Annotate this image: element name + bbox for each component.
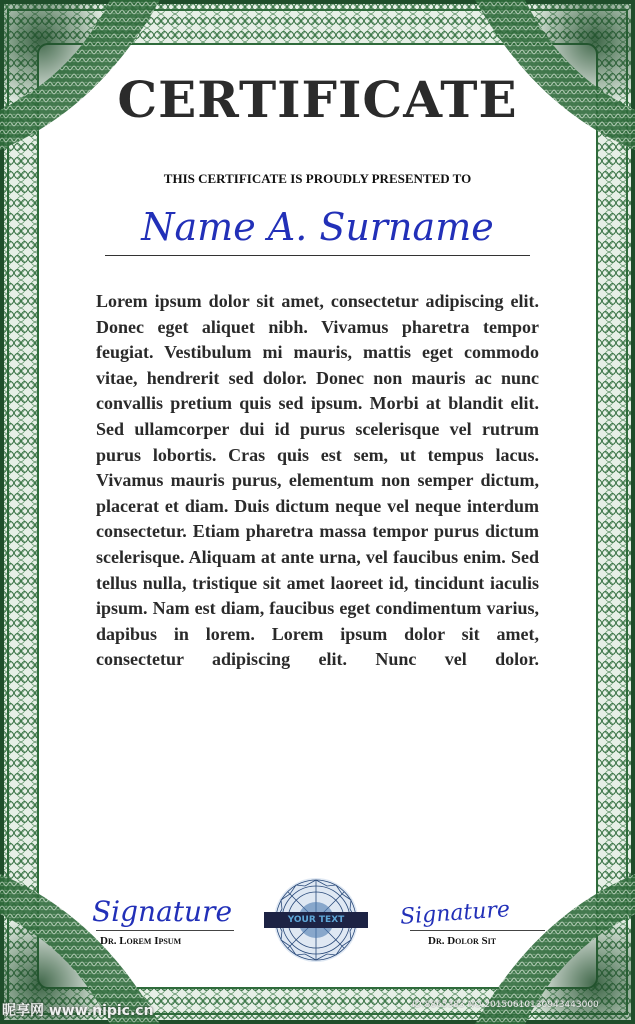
certificate-body-text: Lorem ipsum dolor sit amet, consectetur adipiscing elit. Donec eget aliquet nibh. Vivamus pharetra tempor feugiat. Vestibulum mi mauris, mattis eget commodo vitae, hendrerit sed dolor. Donec non mauris ac nunc convallis pretium quis sed ipsum. Morbi at blandit elit. Sed ullamcorper dui id purus scelerisque vel rutrum purus lobortis. Cras quis est sem, ut tempus lacus. Vivamus mauris purus, elementum non semper dictum, placerat et diam. Duis dictum neque vel neque interdum consectetur. Etiam pharetra massa tempor purus dictum scelerisque. Aliquam at ante urna, vel faucibus enim. Sed tellus nulla, tristique sit amet laoreet id, tincidunt iaculis ipsum. Nam est diam, faucibus eget condimentum varius, dapibus in lorem. Lorem ipsum dolor sit amet, consectetur adipiscing elit. Nunc vel dolor. (96, 291, 539, 670)
certificate-title: CERTIFICATE (117, 70, 518, 129)
signature-line-left (96, 930, 234, 931)
recipient-name: Name A. Surname (141, 205, 494, 249)
watermark-site: 昵享网 www.nipic.cn (2, 1003, 154, 1019)
recipient-name-underline (105, 255, 530, 256)
signatory-name-left: Dr. Lorem Ipsum (100, 935, 182, 947)
signature-line-right (410, 930, 545, 931)
signature-left: Signature (92, 895, 233, 928)
watermark-id: ID:8865383 NO:20150610130943443000 (412, 1000, 599, 1010)
presented-to-text: THIS CERTIFICATE IS PROUDLY PRESENTED TO (163, 171, 472, 186)
seal-label: YOUR TEXT (264, 912, 368, 928)
signatory-name-right: Dr. Dolor Sit (428, 935, 497, 947)
signature-right: Signature (399, 897, 511, 930)
